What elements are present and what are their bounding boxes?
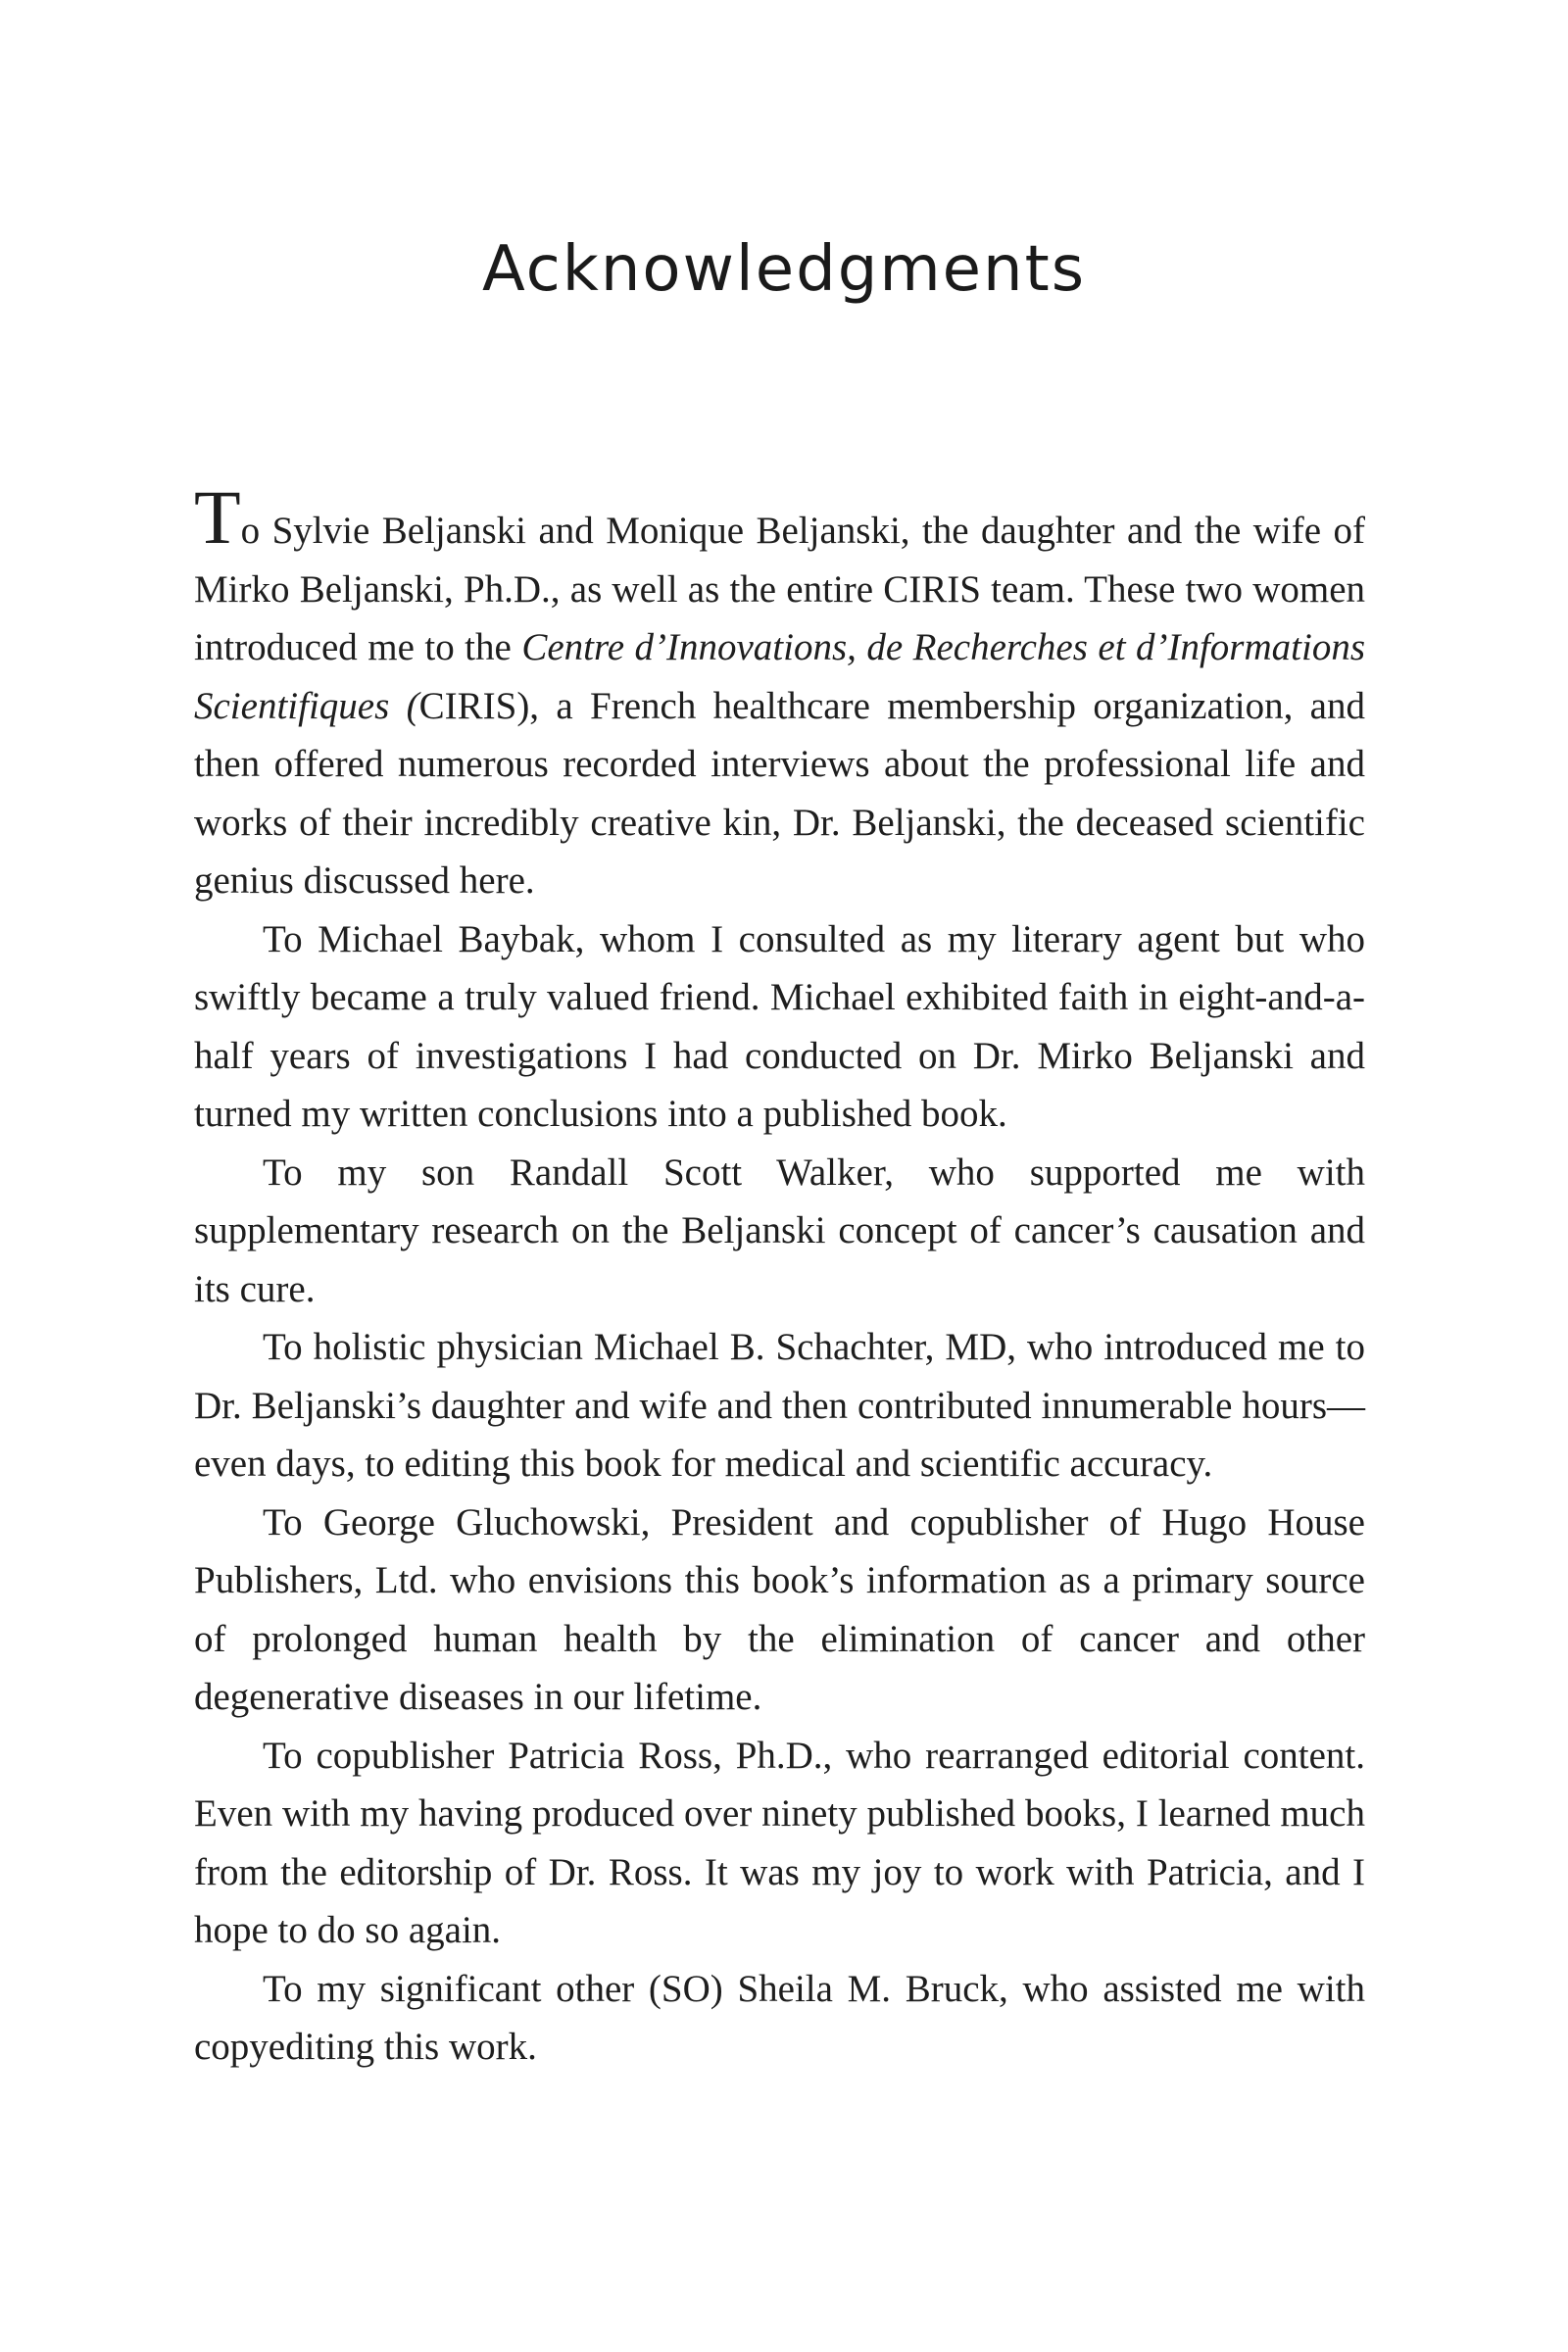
page-title: Acknowledgments <box>481 233 1087 306</box>
paragraph-patricia-ross: To copublisher Patricia Ross, Ph.D., who rearranged editorial content. Even with my having produced over ninety published books, I learned much from the editorship of Dr. Ross. It was my joy to work with Patricia, and I hope to do so again. <box>194 1734 1365 1951</box>
drop-cap: T <box>194 474 241 560</box>
paragraph-sheila-bruck: To my significant other (SO) Sheila M. Bruck, who assisted me with copyediting this work. <box>194 1967 1365 2068</box>
paragraph-text: o Sylvie Beljanski and Monique Beljanski, the daughter and the wife of Mirko Beljanski, Ph.D., as well as the entire CIRIS team. These two women introduced me to the <box>194 510 1365 668</box>
paragraph-sylvie-monique <box>194 474 1365 910</box>
paragraph-randall-walker: To my son Randall Scott Walker, who supported me with supplementary research on the Beljanski concept of cancer’s causation and its cure. <box>194 1151 1365 1310</box>
paragraph-text: CIRIS), a French healthcare membership organization, and then offered numerous recorded interviews about the professional life and works of their incredibly creative kin, Dr. Beljanski, the deceased scientific genius discussed here. <box>194 684 1365 902</box>
paragraph-michael-baybak: To Michael Baybak, whom I consulted as my literary agent but who swiftly became a truly valued friend. Michael exhibited faith in eight-and-a-half years of investigations I had conducted on Dr. Mirko Beljanski and turned my written conclusions into a published book. <box>194 917 1365 1135</box>
paragraph-george-gluchowski: To George Gluchowski, President and copublisher of Hugo House Publishers, Ltd. who envisions this book’s information as a primary source of prolonged human health by the elimination of cancer and other degenerative diseases in our lifetime. <box>194 1500 1365 1718</box>
organization-name-italic: Centre d’Innovations, de Recherches et d’Informations Scientifiques ( <box>194 626 1365 727</box>
paragraph-michael-schachter: To holistic physician Michael B. Schachter, MD, who introduced me to Dr. Beljanski’s daughter and wife and then contributed innumerable hours—even days, to editing this book for medical and scientific accuracy. <box>194 1326 1365 1485</box>
acknowledgments-body <box>194 474 1365 2077</box>
